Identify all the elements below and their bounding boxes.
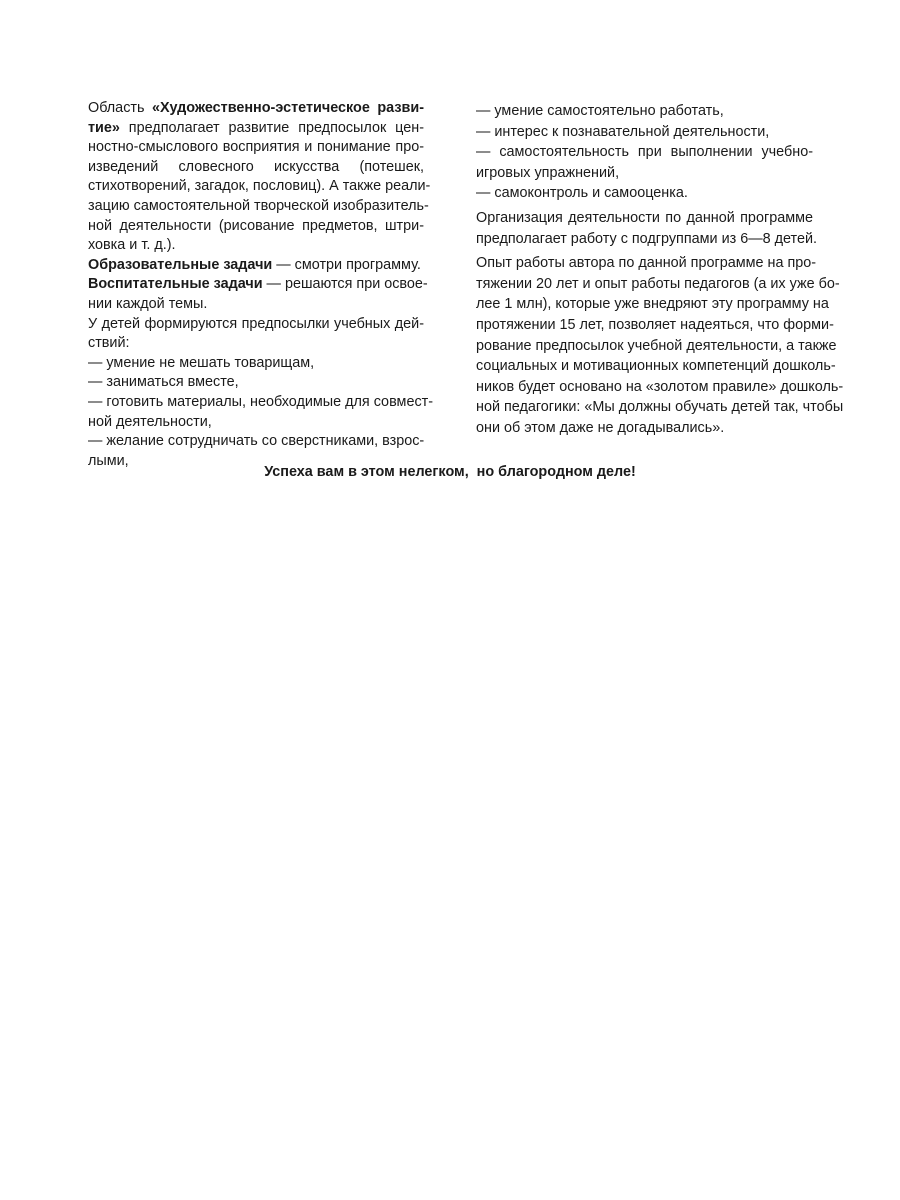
text-line: ствий: (88, 335, 130, 352)
text-line: изведений словесного искусства (потешек, (88, 158, 424, 175)
skills-list-left (88, 354, 434, 472)
text-line: лее 1 млн), которые уже внедряют эту программу на (476, 296, 829, 313)
list-item: — интерес к познавательной деятельности, (476, 123, 770, 140)
text-line: социальных и мотивационных компетенций дошколь- (476, 358, 836, 375)
text-line: ностно-смыслового восприятия и понимание про- (88, 139, 424, 156)
text-line: стихотворений, загадок, пословиц). А также реали- (88, 178, 431, 195)
skills-list-right (476, 101, 813, 204)
list-item: — готовить материалы, необходимые для совмест- (88, 393, 434, 410)
list-item: — самоконтроль и самооценка. (476, 185, 688, 202)
list-item-continuation: лыми, (88, 452, 129, 469)
text: предполагает развитие предпосылок цен- (119, 119, 424, 136)
text-line: ной деятельности (рисование предметов, штри- (88, 217, 424, 234)
list-item: — самостоятельность при выполнении учебно- (476, 144, 813, 161)
paragraph-prerequisites (88, 315, 424, 354)
text-line: Организация деятельности по данной программе (476, 209, 813, 226)
list-item-continuation: ной деятельности, (88, 413, 212, 430)
text-line: Опыт работы автора по данной программе на про- (476, 255, 817, 272)
text-line: нии каждой темы. (88, 295, 208, 312)
text-line: ховка и т. д.). (88, 237, 176, 254)
bold-term: «Художественно-эстетическое разви- (152, 100, 424, 116)
text-line: ной педагогики: «Мы должны обучать детей так, чтобы (476, 399, 844, 416)
list-item: — умение самостоятельно работать, (476, 103, 724, 119)
paragraph-educational-tasks (88, 256, 424, 276)
text-line: они об этом даже не догадывались». (476, 419, 725, 436)
text-line (88, 119, 424, 139)
text: — смотри программу. (272, 256, 421, 273)
paragraph-experience (476, 253, 844, 438)
list-item-continuation: игровых упражнений, (476, 164, 620, 181)
list-item: — умение не мешать товарищам, (88, 354, 315, 371)
bold-term: тие» (88, 119, 120, 136)
list-item: — заниматься вместе, (88, 374, 239, 391)
bold-term: Образовательные задачи (88, 256, 273, 273)
list-item: — желание сотрудничать со сверстниками, взрос- (88, 433, 425, 450)
text-line: предполагает работу с подгруппами из 6—8 детей. (476, 230, 817, 247)
text-line: У детей формируются предпосылки учебных дей- (88, 315, 424, 332)
bold-term: Воспитательные задачи (88, 276, 263, 293)
text-line: зацию самостоятельной творческой изобразитель- (88, 197, 429, 214)
text-line: тяжении 20 лет и опыт работы педагогов (а их уже бо- (476, 275, 840, 292)
right-column (476, 101, 844, 439)
text-line: протяжении 15 лет, позволяет надеяться, что форми- (476, 316, 834, 333)
text-line (88, 275, 428, 295)
text-line: рование предпосылок учебной деятельности, а также (476, 337, 837, 354)
text: Область (88, 100, 153, 116)
text-line (88, 256, 424, 276)
paragraph-organization (476, 208, 817, 249)
text: — решаются при освое- (262, 276, 428, 293)
left-column (88, 99, 434, 471)
text-line (88, 99, 424, 119)
closing-wish: Успеха вам в этом нелегком, но благородном деле! (264, 464, 636, 480)
text-line: ников будет основано на «золотом правиле» дошколь- (476, 378, 844, 395)
paragraph-art-area (88, 99, 431, 256)
paragraph-upbringing-tasks (88, 275, 428, 314)
